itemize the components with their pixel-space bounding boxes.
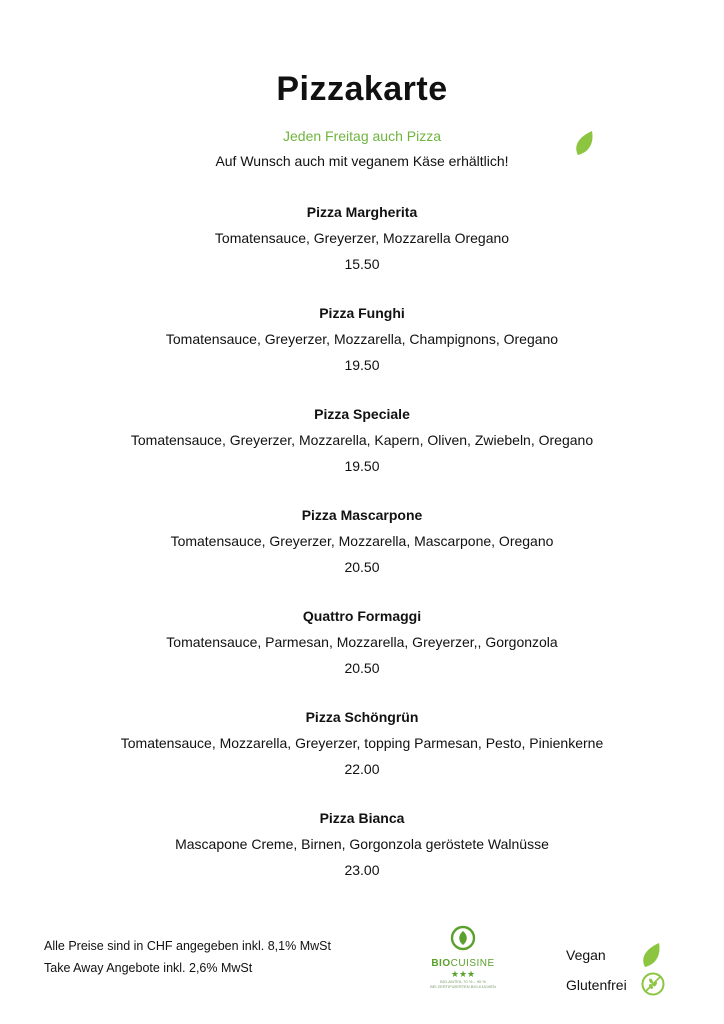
logo-small-text-2: BEI ZERTIFIZIERTEN BIO-KÜCHEN: [430, 984, 496, 989]
pizza-description: Tomatensauce, Greyerzer, Mozzarella Oregano: [214, 230, 510, 246]
pizza-name: Pizza Mascarpone: [301, 507, 423, 523]
pizza-price: 20.50: [344, 559, 380, 575]
pizza-price: 19.50: [344, 357, 380, 373]
pizza-price: 20.50: [344, 660, 380, 676]
menu-item: [0, 506, 724, 607]
page-title: Pizzakarte: [276, 70, 448, 108]
pizza-description: Tomatensauce, Greyerzer, Mozzarella, Kapern, Oliven, Zwiebeln, Oregano: [130, 432, 594, 448]
menu-item: [0, 809, 724, 910]
pizza-menu: [0, 203, 724, 910]
pizza-price: 19.50: [344, 458, 380, 474]
vegan-cheese-note: Auf Wunsch auch mit veganem Käse erhältlich!: [215, 153, 509, 169]
friday-pizza-subtitle: Jeden Freitag auch Pizza: [283, 128, 441, 144]
pizza-price: 23.00: [344, 862, 380, 878]
pizza-description: Mascapone Creme, Birnen, Gorgonzola geröstete Walnüsse: [175, 836, 549, 852]
pizza-description: Tomatensauce, Greyerzer, Mozzarella, Mascarpone, Oregano: [170, 533, 554, 549]
menu-item: [0, 203, 724, 304]
logo-cuisine: CUISINE: [450, 958, 495, 969]
pizza-name: Quattro Formaggi: [302, 608, 422, 624]
menu-item: [0, 708, 724, 809]
logo-small-text-1: BIO-ANTEIL 70 % – 90 %: [440, 979, 486, 984]
footer-notes: [44, 935, 331, 979]
legend: [566, 944, 627, 1004]
pizza-name: Pizza Schöngrün: [305, 709, 419, 725]
bio-cuisine-wordmark: [408, 958, 518, 969]
pizza-name: Pizza Margherita: [306, 204, 418, 220]
price-note: Alle Preise sind in CHF angegeben inkl. 8,1% MwSt: [44, 939, 331, 953]
pizza-description: Tomatensauce, Mozzarella, Greyerzer, topping Parmesan, Pesto, Pinienkerne: [120, 735, 604, 751]
pizza-description: Tomatensauce, Parmesan, Mozzarella, Greyerzer,, Gorgonzola: [166, 634, 558, 650]
leaf-icon: [641, 942, 661, 968]
legend-glutenfree: [566, 974, 627, 1004]
menu-item: [0, 304, 724, 405]
pizza-name: Pizza Bianca: [319, 810, 405, 826]
menu-item: [0, 405, 724, 506]
pizza-name: Pizza Funghi: [319, 305, 405, 321]
bio-cuisine-logo-icon: [449, 925, 477, 951]
legend-vegan: [566, 944, 627, 974]
pizza-name: Pizza Speciale: [314, 406, 410, 422]
pizza-price: 15.50: [344, 256, 380, 272]
legend-glutenfree-label: Glutenfrei: [566, 977, 627, 993]
logo-bio: BIO: [431, 958, 451, 969]
menu-item: [0, 607, 724, 708]
pizza-price: 22.00: [344, 761, 380, 777]
leaf-icon: [574, 130, 594, 156]
pizza-description: Tomatensauce, Greyerzer, Mozzarella, Champignons, Oregano: [165, 331, 559, 347]
gluten-free-icon: [641, 972, 665, 996]
takeaway-note: Take Away Angebote inkl. 2,6% MwSt: [44, 961, 253, 975]
legend-vegan-label: Vegan: [566, 947, 606, 963]
logo-stars: ★★★: [450, 969, 476, 979]
bio-cuisine-logo: [408, 925, 518, 1005]
